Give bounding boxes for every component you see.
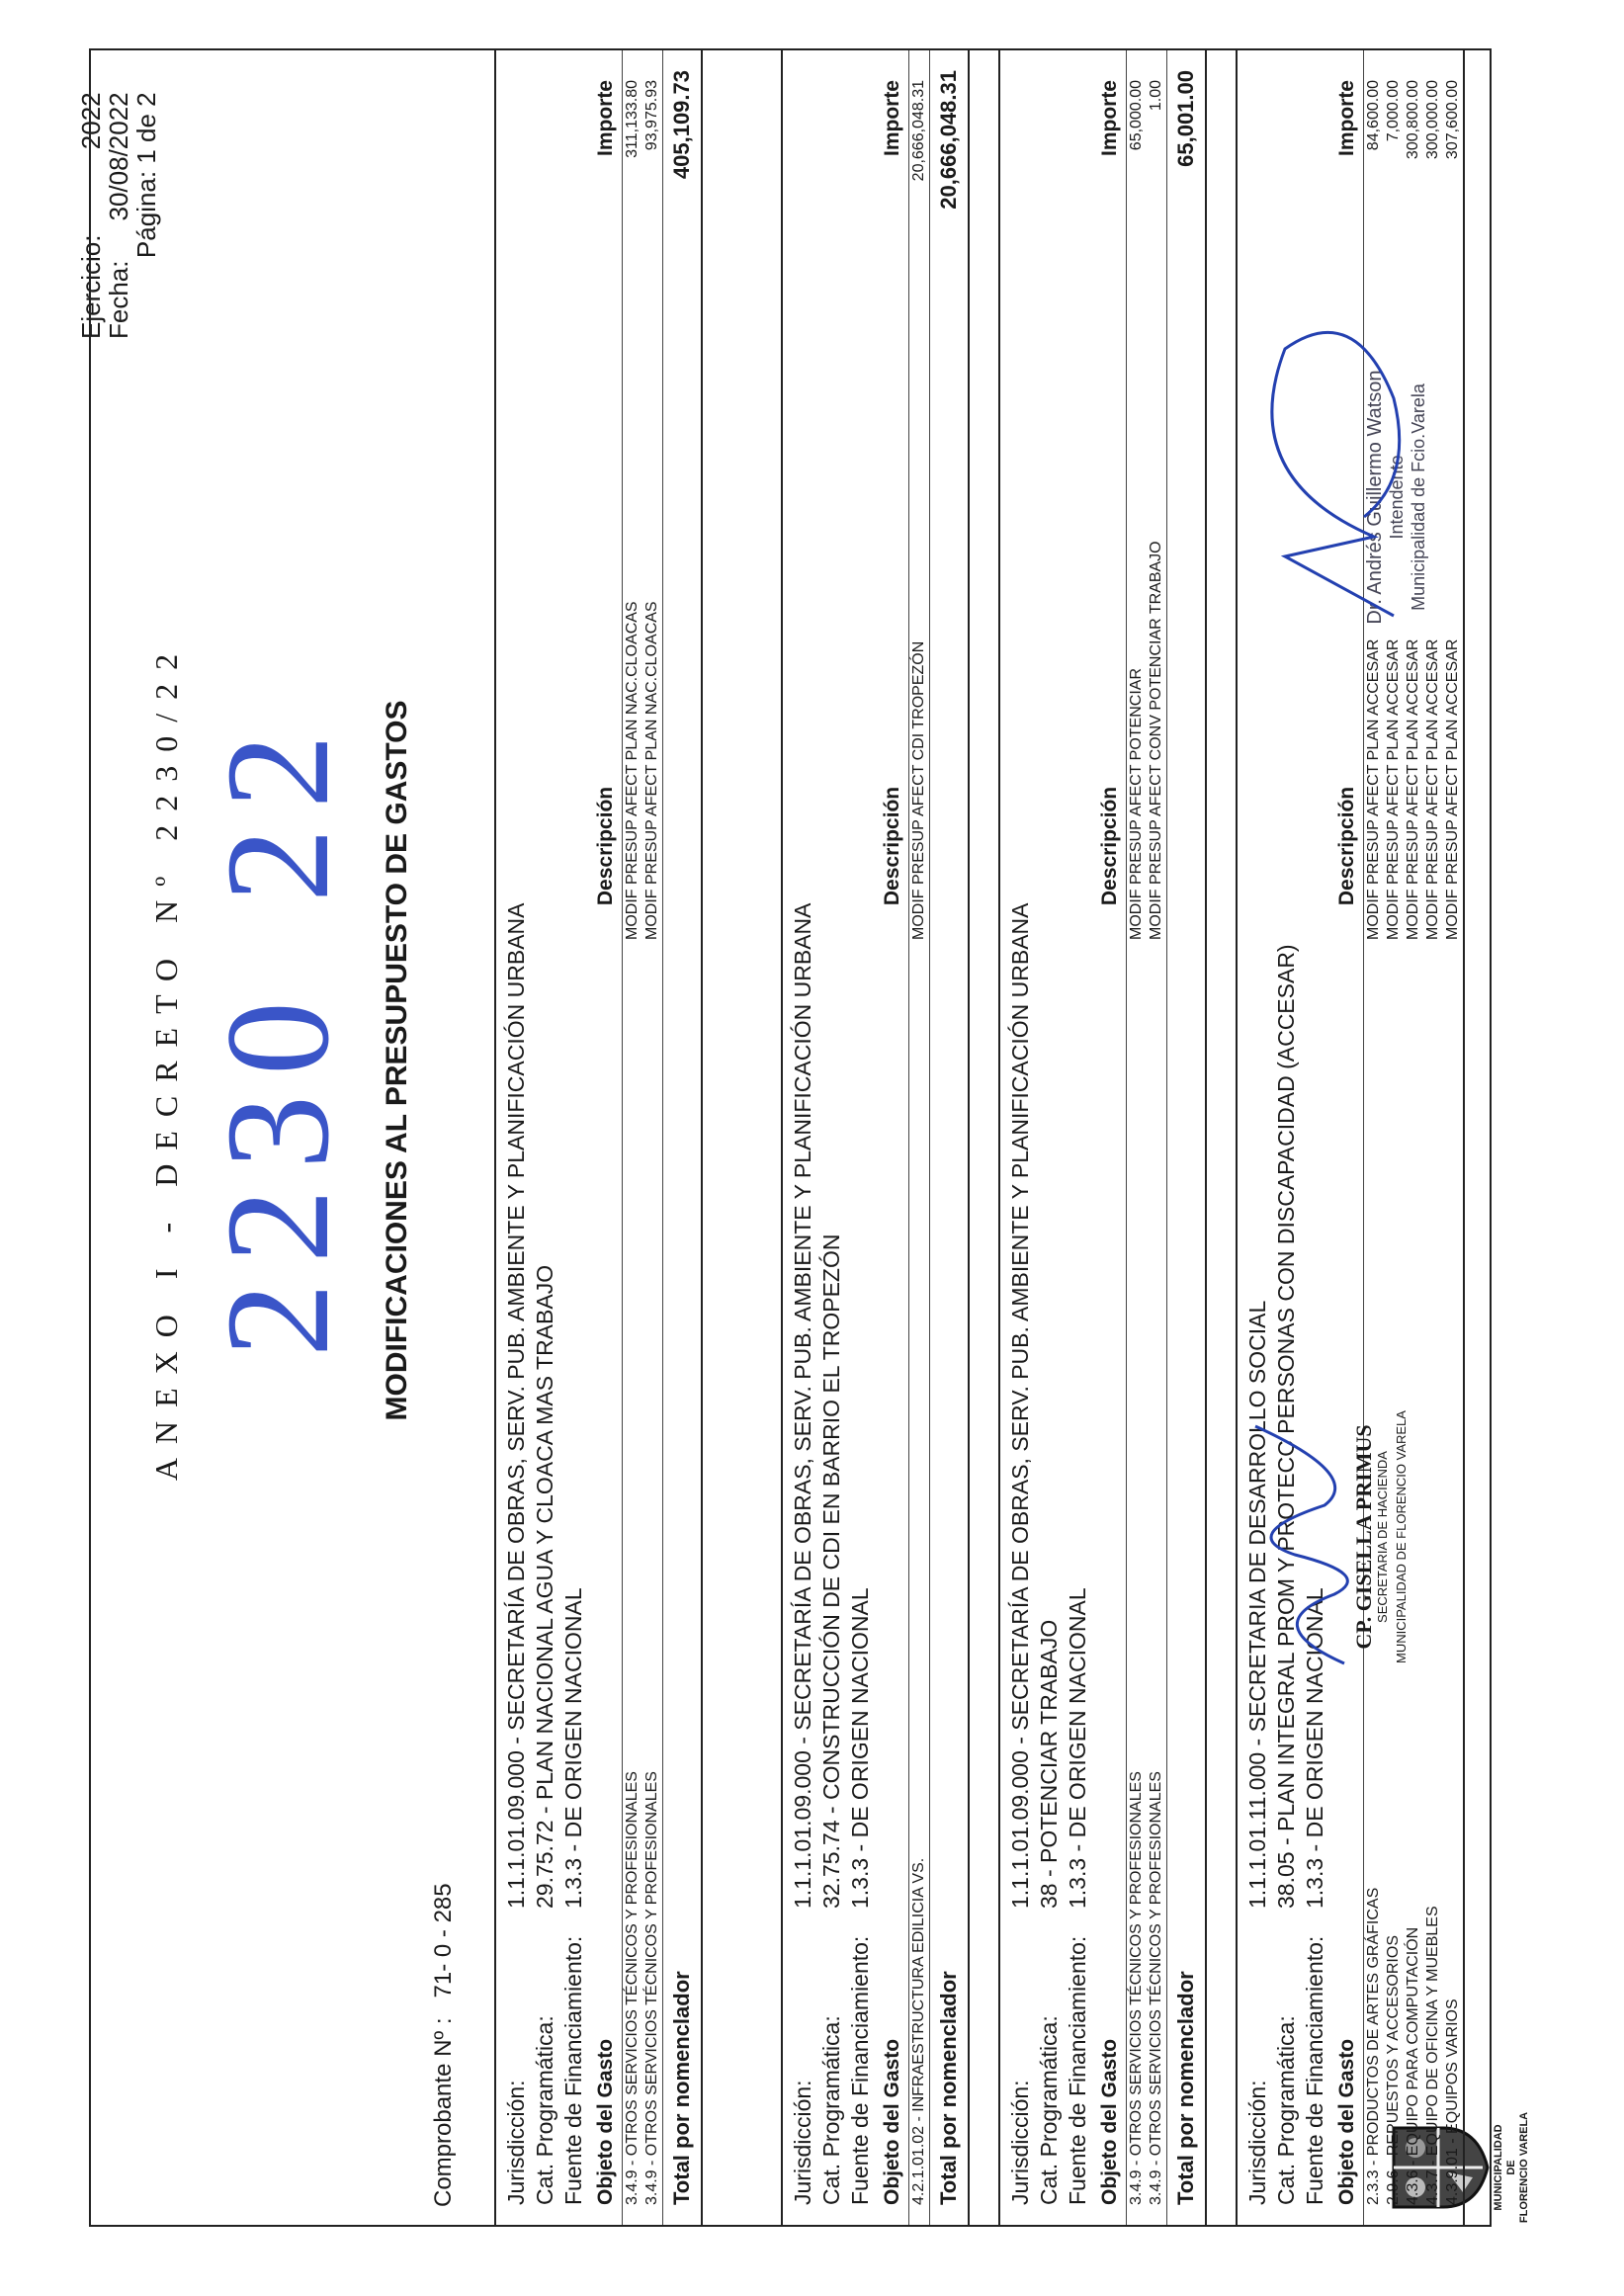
signer-left-org: MUNICIPALIDAD DE FLORENCIO VARELA xyxy=(1394,1410,1409,1663)
col-importe: Importe xyxy=(1098,80,1121,157)
objeto-cell: 3.4.9 - OTROS SERVICIOS TÉCNICOS Y PROFESIONALES xyxy=(1148,1771,1164,2205)
signer-left-role: SECRETARIA DE HACIENDA xyxy=(1375,1451,1390,1623)
objeto-cell: 4.3.6 - EQUIPO PARA COMPUTACIÓN xyxy=(1405,1926,1421,2205)
signature-intendente xyxy=(1364,319,1429,675)
fuente-label: Fuente de Financiamiento: xyxy=(560,1935,586,2205)
table-row xyxy=(1147,50,1166,2225)
col-importe: Importe xyxy=(1335,80,1358,157)
cat-label: Cat. Programática: xyxy=(1273,2015,1299,2205)
jurisdiccion-label: Jurisdicción: xyxy=(503,2080,529,2205)
importe-cell: 93,975.93 xyxy=(643,80,660,151)
total-row xyxy=(662,50,701,2225)
descripcion-cell: MODIF PRESUP AFECT PLAN NAC.CLOACAS xyxy=(624,601,641,940)
signer-right-name: Dr. Andrés Guillermo Watson xyxy=(1364,370,1386,625)
descripcion-cell: MODIF PRESUP AFECT PLAN NAC.CLOACAS xyxy=(643,601,660,940)
col-objeto: Objeto del Gasto xyxy=(881,2038,903,2205)
fuente-label: Fuente de Financiamiento: xyxy=(847,1935,873,2205)
fuente-value: 1.3.3 - DE ORIGEN NACIONAL xyxy=(560,1587,586,1909)
comprobante-value: 71- 0 - 285 xyxy=(430,1883,457,1998)
objeto-cell: 4.2.1.01.02 - INFRAESTRUCTURA EDILICIA VS. xyxy=(910,1857,927,2205)
col-objeto: Objeto del Gasto xyxy=(1335,2038,1358,2205)
descripcion-cell: MODIF PRESUP AFECT PLAN ACCESAR xyxy=(1385,638,1402,940)
jurisdiccion-value: 1.1.1.01.11.000 - SECRETARIA DE DESARROLLO SOCIAL xyxy=(1244,1300,1270,1909)
header-row-fuente xyxy=(846,50,875,2205)
header-row-fuente xyxy=(1064,50,1092,2205)
jurisdiccion-label: Jurisdicción: xyxy=(1007,2080,1033,2205)
total-row xyxy=(1166,50,1205,2225)
section-header xyxy=(783,50,875,2225)
comprobante xyxy=(430,1883,458,2207)
cat-value: 38 - POTENCIAR TRABAJO xyxy=(1036,1619,1062,1909)
importe-cell: 7,000.00 xyxy=(1385,80,1402,142)
col-descripcion: Descripción xyxy=(881,786,903,906)
col-descripcion: Descripción xyxy=(594,786,617,906)
column-headers xyxy=(588,50,623,2225)
pagina: Página: 1 de 2 xyxy=(131,92,161,259)
header-row-jurisdiccion xyxy=(1006,50,1035,2205)
total-value: 405,109.73 xyxy=(669,70,694,180)
jurisdiccion-value: 1.1.1.01.09.000 - SECRETARÍA DE OBRAS, SERV. PUB. AMBIENTE Y PLANIFICACIÓN URBANA xyxy=(790,902,815,1909)
fuente-label: Fuente de Financiamiento: xyxy=(1065,1935,1090,2205)
table-row xyxy=(909,50,929,2225)
descripcion-cell: MODIF PRESUP AFECT POTENCIAR xyxy=(1128,667,1145,940)
importe-cell: 300,800.00 xyxy=(1405,80,1421,160)
org-line-3: FLORENCIO VARELA xyxy=(1518,2111,1530,2224)
org-line-2: DE xyxy=(1505,2160,1517,2175)
objeto-cell: 4.3.7 - EQUIPO DE OFICINA Y MUEBLES xyxy=(1424,1906,1441,2205)
ejercicio-value: 2022 xyxy=(76,92,106,150)
cat-value: 38.05 - PLAN INTEGRAL PROM Y PROTECC PERSONAS CON DISCAPACIDAD (ACCESAR) xyxy=(1273,944,1299,1909)
col-descripcion: Descripción xyxy=(1335,786,1358,906)
table-row xyxy=(1443,50,1463,2225)
section-header xyxy=(1000,50,1092,2225)
col-objeto: Objeto del Gasto xyxy=(1098,2038,1121,2205)
col-objeto: Objeto del Gasto xyxy=(594,2038,617,2205)
table-row xyxy=(1127,50,1147,2225)
descripcion-cell: MODIF PRESUP AFECT PLAN ACCESAR xyxy=(1424,638,1441,940)
descripcion-cell: MODIF PRESUP AFECT CDI TROPEZÓN xyxy=(910,640,927,940)
jurisdiccion-label: Jurisdicción: xyxy=(1244,2080,1270,2205)
fuente-value: 1.3.3 - DE ORIGEN NACIONAL xyxy=(1302,1587,1327,1909)
total-label: Total por nomenclador xyxy=(936,1971,961,2205)
org-line-1: MUNICIPALIDAD xyxy=(1493,2124,1504,2211)
signature-loop-icon xyxy=(1245,299,1423,675)
total-label: Total por nomenclador xyxy=(669,1971,694,2205)
descripcion-cell: MODIF PRESUP AFECT PLAN ACCESAR xyxy=(1444,638,1461,940)
header-row-cat xyxy=(531,50,559,2205)
cat-label: Cat. Programática: xyxy=(818,2015,844,2205)
signer-left-name: CP. GISELLA PRIMUS xyxy=(1351,1424,1376,1650)
descripcion-cell: MODIF PRESUP AFECT PLAN ACCESAR xyxy=(1405,638,1421,940)
signer-right-role: Intendente xyxy=(1387,455,1407,540)
col-descripcion: Descripción xyxy=(1098,786,1121,906)
cat-label: Cat. Programática: xyxy=(1036,2015,1062,2205)
signer-right-org: Municipalidad de Fcio.Varela xyxy=(1409,383,1428,611)
total-value: 65,001.00 xyxy=(1173,70,1198,167)
jurisdiccion-value: 1.1.1.01.09.000 - SECRETARÍA DE OBRAS, SERV. PUB. AMBIENTE Y PLANIFICACIÓN URBANA xyxy=(503,902,529,1909)
jurisdiccion-value: 1.1.1.01.09.000 - SECRETARÍA DE OBRAS, SERV. PUB. AMBIENTE Y PLANIFICACIÓN URBANA xyxy=(1007,902,1033,1909)
section-header xyxy=(496,50,588,2225)
total-label: Total por nomenclador xyxy=(1173,1971,1198,2205)
budget-section xyxy=(494,50,703,2227)
table-row xyxy=(642,50,662,2225)
signature-secretaria xyxy=(1351,1410,1410,1663)
signature-scribble-icon xyxy=(1236,1406,1384,1703)
importe-cell: 84,600.00 xyxy=(1365,80,1382,151)
total-row xyxy=(929,50,968,2225)
cat-value: 29.75.72 - PLAN NACIONAL AGUA Y CLOACA MAS TRABAJO xyxy=(532,1264,557,1909)
col-importe: Importe xyxy=(594,80,617,157)
cat-value: 32.75.74 - CONSTRUCCIÓN DE CDI EN BARRIO EL TROPEZÓN xyxy=(818,1233,844,1909)
fecha-label: Fecha: xyxy=(104,260,133,339)
header-row-jurisdiccion xyxy=(502,50,531,2205)
handwritten-suffix: 22 xyxy=(196,715,360,902)
importe-cell: 307,600.00 xyxy=(1444,80,1461,160)
anexo-heading: ANEXO I - DECRETO Nº 2230/22 xyxy=(148,639,184,1482)
descripcion-cell: MODIF PRESUP AFECT CONV POTENCIAR TRABAJO xyxy=(1148,541,1164,940)
fuente-value: 1.3.3 - DE ORIGEN NACIONAL xyxy=(1065,1587,1090,1909)
col-importe: Importe xyxy=(881,80,903,157)
page-title: MODIFICACIONES AL PRESUPUESTO DE GASTOS xyxy=(381,700,413,1421)
budget-section xyxy=(998,50,1207,2227)
objeto-cell: 3.4.9 - OTROS SERVICIOS TÉCNICOS Y PROFESIONALES xyxy=(624,1771,641,2205)
objeto-cell: 4.3.9.01 - EQUIPOS VARIOS xyxy=(1444,1998,1461,2205)
objeto-cell: 2.9.6 - REPUESTOS Y ACCESORIOS xyxy=(1385,1935,1402,2205)
header-row-fuente xyxy=(559,50,588,2205)
fuente-label: Fuente de Financiamiento: xyxy=(1302,1935,1327,2205)
fuente-value: 1.3.3 - DE ORIGEN NACIONAL xyxy=(847,1587,873,1909)
header-row-cat xyxy=(817,50,846,2205)
ejercicio-label: Ejercicio: xyxy=(76,234,106,339)
importe-cell: 1.00 xyxy=(1148,80,1164,112)
total-value: 20,666,048.31 xyxy=(936,70,961,210)
objeto-cell: 3.4.9 - OTROS SERVICIOS TÉCNICOS Y PROFESIONALES xyxy=(643,1771,660,2205)
importe-cell: 65,000.00 xyxy=(1128,80,1145,151)
column-headers xyxy=(1092,50,1127,2225)
descripcion-cell: MODIF PRESUP AFECT PLAN ACCESAR xyxy=(1365,638,1382,940)
header-row-cat xyxy=(1035,50,1064,2205)
importe-cell: 20,666,048.31 xyxy=(910,80,927,182)
handwritten-number: 2230 xyxy=(196,981,360,1357)
importe-cell: 300,000.00 xyxy=(1424,80,1441,160)
table-row xyxy=(623,50,642,2225)
column-headers xyxy=(875,50,909,2225)
cat-label: Cat. Programática: xyxy=(532,2015,557,2205)
header-row-jurisdiccion xyxy=(789,50,817,2205)
fecha-value: 30/08/2022 xyxy=(104,92,133,221)
objeto-cell: 3.4.9 - OTROS SERVICIOS TÉCNICOS Y PROFESIONALES xyxy=(1128,1771,1145,2205)
jurisdiccion-label: Jurisdicción: xyxy=(790,2080,815,2205)
budget-section xyxy=(781,50,970,2227)
importe-cell: 311,133.80 xyxy=(624,80,641,158)
comprobante-label-text: Comprobante Nº : xyxy=(430,2017,457,2207)
objeto-cell: 2.3.3 - PRODUCTOS DE ARTES GRÁFICAS xyxy=(1365,1887,1382,2205)
